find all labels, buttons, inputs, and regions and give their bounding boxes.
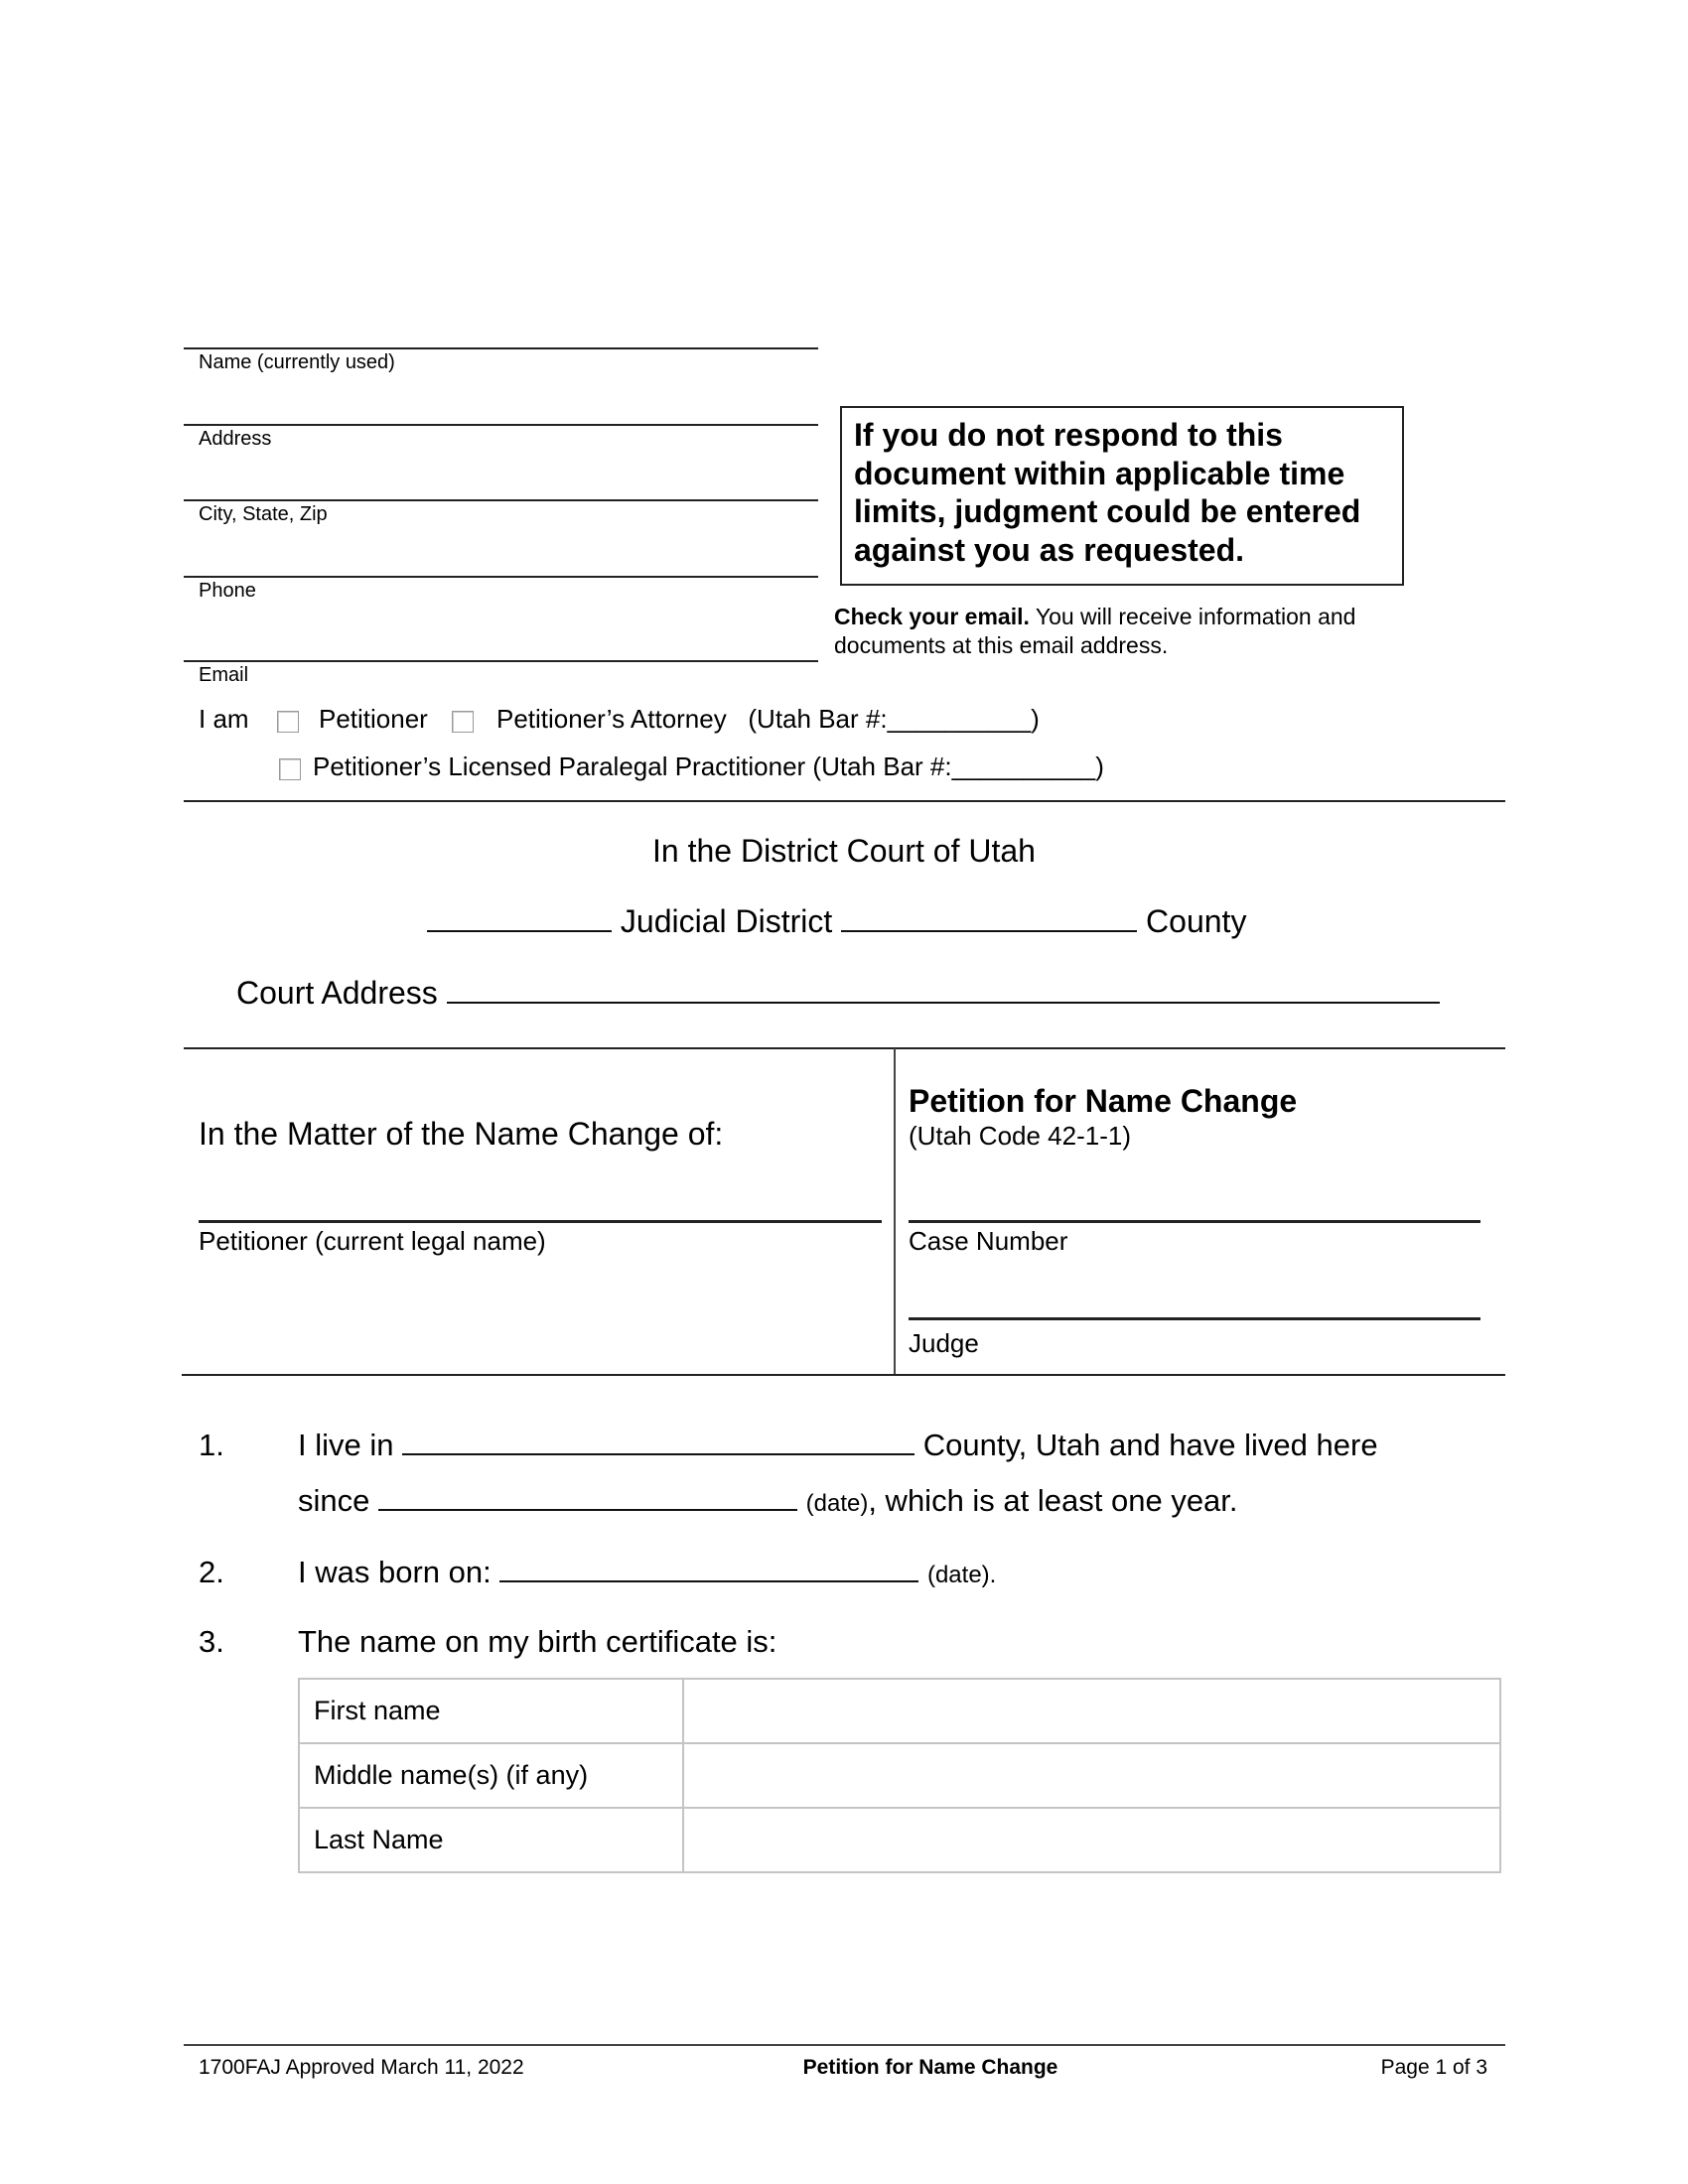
judicial-district-label: Judicial District [620, 903, 833, 939]
name-label: Name (currently used) [199, 351, 395, 373]
item-1-number: 1. [199, 1428, 224, 1462]
petitioner-name-line[interactable] [199, 1220, 882, 1223]
middle-name-label: Middle name(s) (if any) [299, 1743, 683, 1808]
city-state-zip-line[interactable] [184, 499, 818, 501]
first-name-label: First name [299, 1679, 683, 1743]
item-2-end: . [989, 1562, 997, 1588]
county-blank[interactable] [841, 929, 1137, 932]
caption-bottom-rule [182, 1374, 1505, 1376]
item-1-date-hint: (date) [805, 1490, 869, 1517]
warning-notice-text: If you do not respond to this document within applicable time limits, judgment could be entered against you as requested. [854, 417, 1361, 568]
table-row [299, 1679, 1500, 1743]
caption-top-rule [184, 1047, 1505, 1049]
email-note [834, 603, 1420, 660]
last-name-field[interactable] [683, 1808, 1500, 1872]
item-2-date-hint: (date) [926, 1562, 990, 1588]
item-1-end: , which is at least one year. [868, 1483, 1238, 1518]
footer-form-id: 1700FAJ Approved March 11, 2022 [199, 2056, 524, 2079]
item-2-line [298, 1557, 996, 1590]
case-number-label: Case Number [909, 1226, 1068, 1256]
attorney-option-label: Petitioner’s Attorney (Utah Bar #:__________) [496, 704, 1040, 734]
phone-line[interactable] [184, 576, 818, 578]
first-name-field[interactable] [683, 1679, 1500, 1743]
item-2-number: 2. [199, 1555, 224, 1589]
item-2-text: I was born on: [298, 1555, 492, 1589]
item-1-line-1 [298, 1430, 1378, 1460]
judge-label: Judge [909, 1328, 979, 1358]
item-1-text-b: County, Utah and have lived here [922, 1428, 1378, 1462]
birth-certificate-name-table [298, 1678, 1501, 1873]
attorney-checkbox[interactable] [452, 711, 474, 733]
email-note-bold: Check your email. [834, 604, 1030, 629]
footer-page-number: Page 1 of 3 [1380, 2056, 1487, 2079]
caption-divider [894, 1048, 896, 1375]
middle-name-field[interactable] [683, 1743, 1500, 1808]
warning-notice-box [840, 406, 1404, 586]
court-address-blank[interactable] [447, 1001, 1440, 1004]
district-county-row [427, 905, 1246, 937]
judge-line[interactable] [909, 1317, 1480, 1320]
i-am-label: I am [199, 704, 249, 734]
court-title: In the District Court of Utah [652, 833, 1036, 869]
item-1-since: since [298, 1483, 370, 1518]
table-row [299, 1808, 1500, 1872]
table-row [299, 1743, 1500, 1808]
court-address-label: Court Address [236, 975, 438, 1011]
item-3-number: 3. [199, 1624, 224, 1659]
city-state-zip-label: City, State, Zip [199, 503, 328, 525]
judicial-district-blank[interactable] [427, 929, 612, 932]
paralegal-option-label: Petitioner’s Licensed Paralegal Practitioner (Utah Bar #:__________) [313, 751, 1104, 781]
email-label: Email [199, 664, 249, 686]
footer-rule [184, 2044, 1505, 2046]
phone-label: Phone [199, 580, 256, 602]
matter-label: In the Matter of the Name Change of: [199, 1116, 724, 1152]
item-1-text-a: I live in [298, 1428, 394, 1462]
residence-since-date-blank[interactable] [378, 1508, 797, 1511]
item-3-text: The name on my birth certificate is: [298, 1624, 777, 1659]
header-divider [184, 800, 1505, 802]
county-of-residence-blank[interactable] [402, 1452, 914, 1455]
last-name-label: Last Name [299, 1808, 683, 1872]
petitioner-option-label: Petitioner [319, 704, 428, 734]
statute-reference: (Utah Code 42-1-1) [909, 1121, 1131, 1151]
address-line[interactable] [184, 424, 818, 426]
email-note-text: You will receive information and documents at this email address. [834, 604, 1356, 658]
paralegal-checkbox[interactable] [279, 758, 301, 780]
footer-title: Petition for Name Change [802, 2056, 1058, 2079]
petitioner-checkbox[interactable] [277, 711, 299, 733]
name-line[interactable] [184, 347, 818, 349]
address-label: Address [199, 428, 272, 450]
email-line[interactable] [184, 660, 818, 662]
document-title: Petition for Name Change [909, 1083, 1298, 1119]
court-address-row [236, 977, 1440, 1009]
item-1-line-2 [298, 1485, 1238, 1519]
case-number-line[interactable] [909, 1220, 1480, 1223]
petitioner-name-label: Petitioner (current legal name) [199, 1226, 546, 1256]
county-label: County [1146, 903, 1247, 939]
birth-date-blank[interactable] [499, 1579, 918, 1582]
